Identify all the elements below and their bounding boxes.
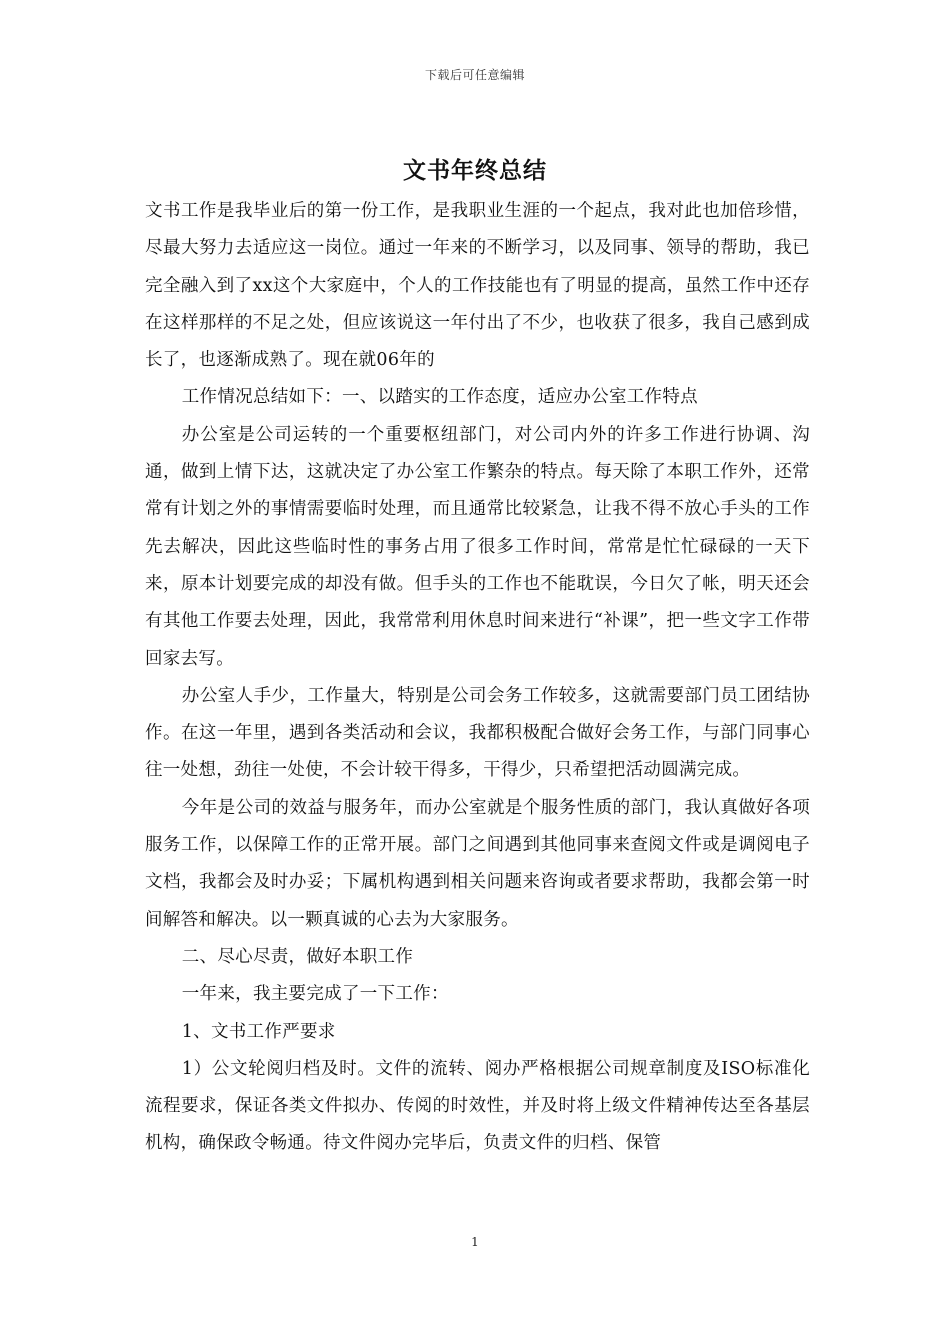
paragraph-intro: 文书工作是我毕业后的第一份工作，是我职业生涯的一个起点，我对此也加倍珍惜，尽最大努力去适应这一岗位。通过一年来的不断学习，以及同事、领导的帮助，我已完全融入到了xx这个大家庭中，个人的工作技能也有了明显的提高，虽然工作中还存在这样那样的不足之处，但应该说这一年付出了不少，也收获了很多，我自己感到成长了，也逐渐成熟了。现在就06年的: [145, 201, 810, 371]
paragraph-teamwork: 办公室人手少，工作量大，特别是公司会务工作较多，这就需要部门员工团结协作。在这一年里，遇到各类活动和会议，我都积极配合做好会务工作，与部门同事心往一处想，劲往一处使，不会计较干得多，干得少，只希望把活动圆满完成。: [145, 685, 810, 781]
document-body: [145, 193, 810, 1163]
paragraph-work-intro: 一年来，我主要完成了一下工作：: [181, 984, 449, 1005]
paragraph-service: 今年是公司的效益与服务年，而办公室就是个服务性质的部门，我认真做好各项服务工作，以保障工作的正常开展。部门之间遇到其他同事来查阅文件或是调阅电子文档，我都会及时办妥；下属机构遇到相关问题来咨询或者要求帮助，我都会第一时间解答和解决。以一颗真诚的心去为大家服务。: [145, 797, 810, 930]
paragraph-office-role: 办公室是公司运转的一个重要枢纽部门，对公司内外的许多工作进行协调、沟通，做到上情下达，这就决定了办公室工作繁杂的特点。每天除了本职工作外，还常常有计划之外的事情需要临时处理，而且通常比较紧急，让我不得不放心手头的工作先去解决，因此这些临时性的事务占用了很多工作时间，常常是忙忙碌碌的一天下来，原本计划要完成的却没有做。但手头的工作也不能耽误，今日欠了帐，明天还会有其他工作要去处理，因此，我常常利用休息时间来进行“补课”，把一些文字工作带回家去写。: [145, 424, 810, 669]
section-heading-duty: 二、尽心尽责，做好本职工作: [181, 946, 414, 967]
paragraph-summary-heading: 工作情况总结如下：一、以踏实的工作态度，适应办公室工作特点: [181, 387, 698, 408]
page-number: 1: [471, 1235, 479, 1249]
subsection-heading-document-work: 1、文书工作严要求: [181, 1021, 336, 1042]
document-title: 文书年终总结: [403, 157, 547, 184]
paragraph-archiving: 1）公文轮阅归档及时。文件的流转、阅办严格根据公司规章制度及ISO标准化流程要求，保证各类文件拟办、传阅的时效性，并及时将上级文件精神传达至各基层机构，确保政令畅通。待文件阅办完毕后，负责文件的归档、保管: [145, 1058, 810, 1154]
page-header: 下载后可任意编辑: [424, 68, 525, 82]
